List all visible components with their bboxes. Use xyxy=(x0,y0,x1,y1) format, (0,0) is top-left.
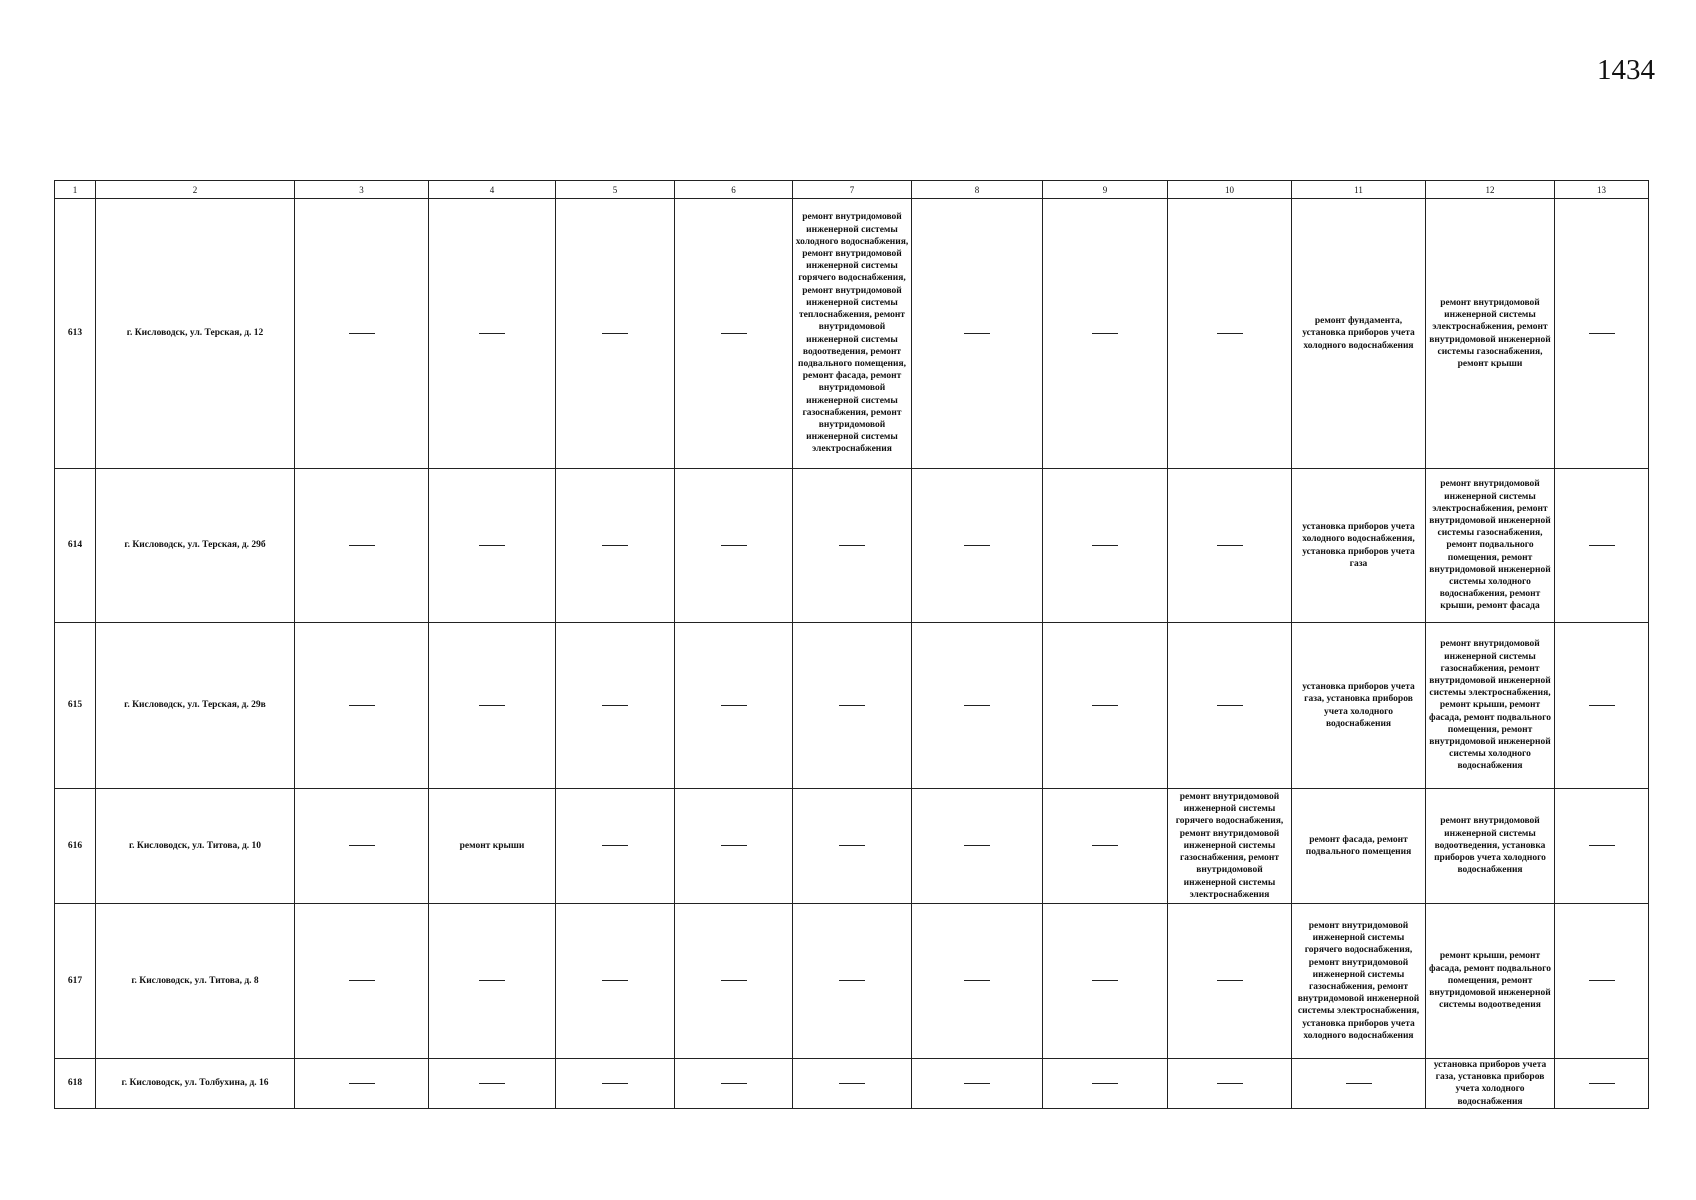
empty-dash-cell xyxy=(295,904,429,1059)
dash-mark xyxy=(964,845,990,846)
empty-dash-cell xyxy=(675,904,793,1059)
work-description-cell: ремонт внутридомовой инженерной системы горячего водоснабжения, ремонт внутридомовой инженерной системы газоснабжения, ремонт внутридомовой инженерной системы электроснабжения xyxy=(1168,789,1292,904)
address-cell: г. Кисловодск, ул. Титова, д. 8 xyxy=(96,904,295,1059)
table-row xyxy=(55,904,1649,1059)
dash-mark xyxy=(1092,980,1118,981)
row-number: 615 xyxy=(55,623,96,789)
dash-mark xyxy=(964,705,990,706)
address-cell: г. Кисловодск, ул. Толбухина, д. 16 xyxy=(96,1059,295,1109)
empty-dash-cell xyxy=(556,199,675,469)
empty-dash-cell xyxy=(1043,1059,1168,1109)
work-description-cell: ремонт внутридомовой инженерной системы электроснабжения, ремонт внутридомовой инженерной системы газоснабжения, ремонт крыши xyxy=(1426,199,1555,469)
address-cell: г. Кисловодск, ул. Терская, д. 29в xyxy=(96,623,295,789)
column-header: 3 xyxy=(295,181,429,199)
row-number: 613 xyxy=(55,199,96,469)
work-description-cell: установка приборов учета газа, установка приборов учета холодного водоснабжения xyxy=(1426,1059,1555,1109)
dash-mark xyxy=(602,705,628,706)
empty-dash-cell xyxy=(295,199,429,469)
work-description-cell: ремонт внутридомовой инженерной системы водоотведения, установка приборов учета холодного водоснабжения xyxy=(1426,789,1555,904)
empty-dash-cell xyxy=(1043,623,1168,789)
dash-mark xyxy=(1589,545,1615,546)
empty-dash-cell xyxy=(675,623,793,789)
empty-dash-cell xyxy=(429,904,556,1059)
dash-mark xyxy=(602,1083,628,1084)
empty-dash-cell xyxy=(675,1059,793,1109)
empty-dash-cell xyxy=(1555,1059,1649,1109)
column-header: 6 xyxy=(675,181,793,199)
dash-mark xyxy=(479,545,505,546)
empty-dash-cell xyxy=(295,623,429,789)
dash-mark xyxy=(1092,705,1118,706)
column-header: 8 xyxy=(912,181,1043,199)
column-number-header xyxy=(55,181,1649,199)
dash-mark xyxy=(839,845,865,846)
dash-mark xyxy=(479,705,505,706)
table-body xyxy=(55,199,1649,1109)
empty-dash-cell xyxy=(793,469,912,623)
column-header: 10 xyxy=(1168,181,1292,199)
dash-mark xyxy=(479,1083,505,1084)
dash-mark xyxy=(1589,333,1615,334)
empty-dash-cell xyxy=(912,789,1043,904)
empty-dash-cell xyxy=(295,469,429,623)
empty-dash-cell xyxy=(1292,1059,1426,1109)
column-header: 9 xyxy=(1043,181,1168,199)
dash-mark xyxy=(1589,705,1615,706)
work-description-cell: ремонт фундамента, установка приборов учета холодного водоснабжения xyxy=(1292,199,1426,469)
work-description-cell: установка приборов учета газа, установка приборов учета холодного водоснабжения xyxy=(1292,623,1426,789)
work-description-cell: ремонт внутридомовой инженерной системы электроснабжения, ремонт внутридомовой инженерной системы газоснабжения, ремонт подвального помещения, ремонт внутридомовой инженерной системы холодного водоснабжения, ремонт крыши, ремонт фасада xyxy=(1426,469,1555,623)
work-description-cell: ремонт фасада, ремонт подвального помещения xyxy=(1292,789,1426,904)
empty-dash-cell xyxy=(912,1059,1043,1109)
work-description-cell: ремонт внутридомовой инженерной системы газоснабжения, ремонт внутридомовой инженерной системы электроснабжения, ремонт крыши, ремонт фасада, ремонт подвального помещения, ремонт внутридомовой инженерной системы холодного водоснабжения xyxy=(1426,623,1555,789)
dash-mark xyxy=(839,545,865,546)
dash-mark xyxy=(1092,333,1118,334)
dash-mark xyxy=(349,845,375,846)
dash-mark xyxy=(602,333,628,334)
empty-dash-cell xyxy=(793,789,912,904)
empty-dash-cell xyxy=(1555,469,1649,623)
column-header: 13 xyxy=(1555,181,1649,199)
address-cell: г. Кисловодск, ул. Титова, д. 10 xyxy=(96,789,295,904)
dash-mark xyxy=(964,980,990,981)
dash-mark xyxy=(721,545,747,546)
empty-dash-cell xyxy=(793,904,912,1059)
dash-mark xyxy=(1217,545,1243,546)
column-header: 5 xyxy=(556,181,675,199)
dash-mark xyxy=(349,333,375,334)
work-description-cell: ремонт крыши, ремонт фасада, ремонт подвального помещения, ремонт внутридомовой инженерной системы водоотведения xyxy=(1426,904,1555,1059)
dash-mark xyxy=(964,545,990,546)
table-row xyxy=(55,1059,1649,1109)
dash-mark xyxy=(1092,845,1118,846)
empty-dash-cell xyxy=(556,469,675,623)
dash-mark xyxy=(721,333,747,334)
dash-mark xyxy=(1217,980,1243,981)
empty-dash-cell xyxy=(793,623,912,789)
table-row xyxy=(55,623,1649,789)
empty-dash-cell xyxy=(1168,623,1292,789)
dash-mark xyxy=(1346,1083,1372,1084)
dash-mark xyxy=(1092,545,1118,546)
repair-program-table xyxy=(54,180,1649,1109)
column-header: 7 xyxy=(793,181,912,199)
empty-dash-cell xyxy=(556,904,675,1059)
dash-mark xyxy=(1217,705,1243,706)
empty-dash-cell xyxy=(912,904,1043,1059)
column-header: 1 xyxy=(55,181,96,199)
address-cell: г. Кисловодск, ул. Терская, д. 29б xyxy=(96,469,295,623)
empty-dash-cell xyxy=(556,1059,675,1109)
dash-mark xyxy=(839,980,865,981)
dash-mark xyxy=(839,1083,865,1084)
dash-mark xyxy=(1589,980,1615,981)
empty-dash-cell xyxy=(556,623,675,789)
row-number: 614 xyxy=(55,469,96,623)
dash-mark xyxy=(602,845,628,846)
empty-dash-cell xyxy=(1168,199,1292,469)
empty-dash-cell xyxy=(1168,1059,1292,1109)
empty-dash-cell xyxy=(793,1059,912,1109)
work-description-cell: ремонт внутридомовой инженерной системы холодного водоснабжения, ремонт внутридомовой инженерной системы горячего водоснабжения, ремонт внутридомовой инженерной системы теплоснабжения, ремонт внутридомовой инженерной системы водоотведения, ремонт подвального помещения, ремонт фасада, ремонт внутридомовой инженерной системы газоснабжения, ремонт внутридомовой инженерной системы электроснабжения xyxy=(793,199,912,469)
work-description-cell: ремонт внутридомовой инженерной системы горячего водоснабжения, ремонт внутридомовой инженерной системы газоснабжения, ремонт внутридомовой инженерной системы электроснабжения, установка приборов учета холодного водоснабжения xyxy=(1292,904,1426,1059)
work-description-cell: ремонт крыши xyxy=(429,789,556,904)
table-row xyxy=(55,789,1649,904)
empty-dash-cell xyxy=(429,623,556,789)
row-number: 616 xyxy=(55,789,96,904)
address-cell: г. Кисловодск, ул. Терская, д. 12 xyxy=(96,199,295,469)
dash-mark xyxy=(479,333,505,334)
column-header: 2 xyxy=(96,181,295,199)
page-number: 1434 xyxy=(1597,54,1655,86)
table-row xyxy=(55,469,1649,623)
dash-mark xyxy=(1217,333,1243,334)
dash-mark xyxy=(1589,1083,1615,1084)
dash-mark xyxy=(349,980,375,981)
dash-mark xyxy=(964,333,990,334)
work-description-cell: установка приборов учета холодного водоснабжения, установка приборов учета газа xyxy=(1292,469,1426,623)
empty-dash-cell xyxy=(912,469,1043,623)
empty-dash-cell xyxy=(429,1059,556,1109)
empty-dash-cell xyxy=(675,199,793,469)
empty-dash-cell xyxy=(1555,904,1649,1059)
empty-dash-cell xyxy=(1043,904,1168,1059)
empty-dash-cell xyxy=(295,1059,429,1109)
empty-dash-cell xyxy=(912,199,1043,469)
row-number: 617 xyxy=(55,904,96,1059)
dash-mark xyxy=(721,845,747,846)
dash-mark xyxy=(1217,1083,1243,1084)
dash-mark xyxy=(349,1083,375,1084)
dash-mark xyxy=(602,545,628,546)
empty-dash-cell xyxy=(675,469,793,623)
dash-mark xyxy=(602,980,628,981)
column-header: 12 xyxy=(1426,181,1555,199)
empty-dash-cell xyxy=(1043,469,1168,623)
empty-dash-cell xyxy=(1168,904,1292,1059)
dash-mark xyxy=(721,705,747,706)
empty-dash-cell xyxy=(1043,789,1168,904)
column-header: 11 xyxy=(1292,181,1426,199)
row-number: 618 xyxy=(55,1059,96,1109)
empty-dash-cell xyxy=(429,469,556,623)
dash-mark xyxy=(1589,845,1615,846)
dash-mark xyxy=(839,705,865,706)
dash-mark xyxy=(964,1083,990,1084)
empty-dash-cell xyxy=(1043,199,1168,469)
dash-mark xyxy=(721,980,747,981)
dash-mark xyxy=(349,705,375,706)
column-header: 4 xyxy=(429,181,556,199)
empty-dash-cell xyxy=(1168,469,1292,623)
empty-dash-cell xyxy=(1555,623,1649,789)
empty-dash-cell xyxy=(675,789,793,904)
dash-mark xyxy=(349,545,375,546)
empty-dash-cell xyxy=(1555,199,1649,469)
dash-mark xyxy=(1092,1083,1118,1084)
empty-dash-cell xyxy=(295,789,429,904)
empty-dash-cell xyxy=(556,789,675,904)
dash-mark xyxy=(479,980,505,981)
dash-mark xyxy=(721,1083,747,1084)
empty-dash-cell xyxy=(912,623,1043,789)
empty-dash-cell xyxy=(1555,789,1649,904)
table-row xyxy=(55,199,1649,469)
empty-dash-cell xyxy=(429,199,556,469)
